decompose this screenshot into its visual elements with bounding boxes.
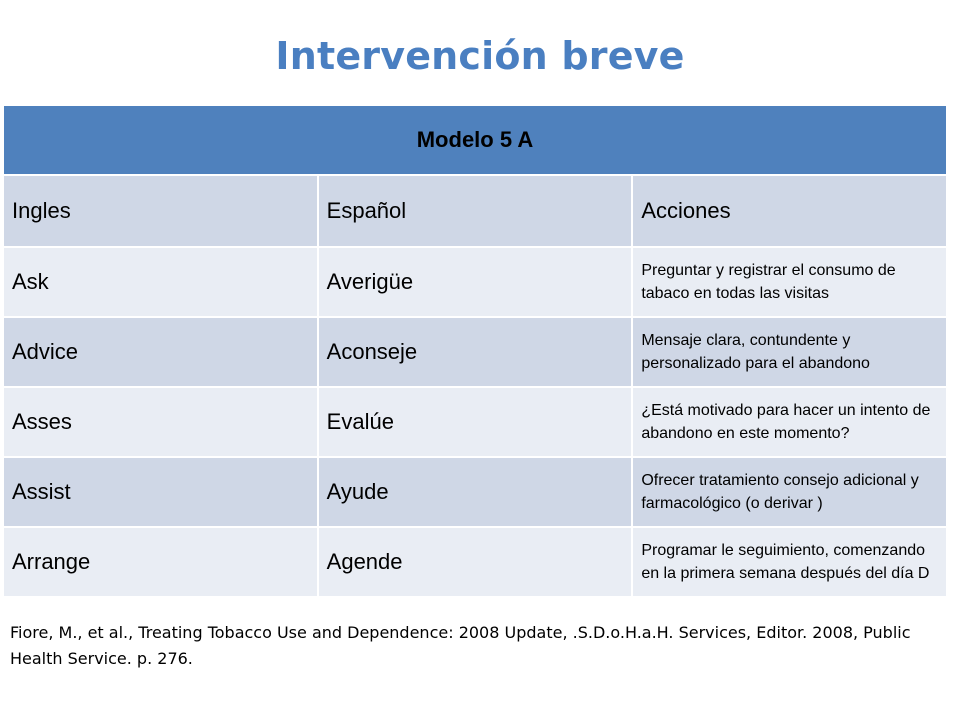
column-header-espanol: Español (318, 175, 633, 247)
cell-action: Mensaje clara, contundente y personalizado para el abandono (632, 317, 947, 387)
cell-english: Ask (3, 247, 318, 317)
cell-spanish: Aconseje (318, 317, 633, 387)
citation-text: Fiore, M., et al., Treating Tobacco Use and Dependence: 2008 Update, .S.D.o.H.a.H. Services, Editor. 2008, Public Health Service. p. 276. (10, 623, 911, 668)
table-caption-row (3, 105, 947, 175)
cell-english: Arrange (3, 527, 318, 597)
table-row (3, 317, 947, 387)
column-header-acciones: Acciones (632, 175, 947, 247)
column-header-row (3, 175, 947, 247)
cell-spanish: Agende (318, 527, 633, 597)
table-row (3, 527, 947, 597)
slide-title: Intervención breve (275, 34, 685, 78)
cell-english: Asses (3, 387, 318, 457)
table-row (3, 247, 947, 317)
cell-english: Advice (3, 317, 318, 387)
cell-spanish: Ayude (318, 457, 633, 527)
cell-action: Ofrecer tratamiento consejo adicional y farmacológico (o derivar ) (632, 457, 947, 527)
cell-action: ¿Está motivado para hacer un intento de abandono en este momento? (632, 387, 947, 457)
table-row (3, 457, 947, 527)
model-5a-table (2, 104, 948, 598)
cell-spanish: Evalúe (318, 387, 633, 457)
cell-action: Preguntar y registrar el consumo de tabaco en todas las visitas (632, 247, 947, 317)
cell-spanish: Averigüe (318, 247, 633, 317)
cell-english: Assist (3, 457, 318, 527)
table-row (3, 387, 947, 457)
table-caption: Modelo 5 A (3, 105, 947, 175)
cell-action: Programar le seguimiento, comenzando en la primera semana después del día D (632, 527, 947, 597)
column-header-ingles: Ingles (3, 175, 318, 247)
